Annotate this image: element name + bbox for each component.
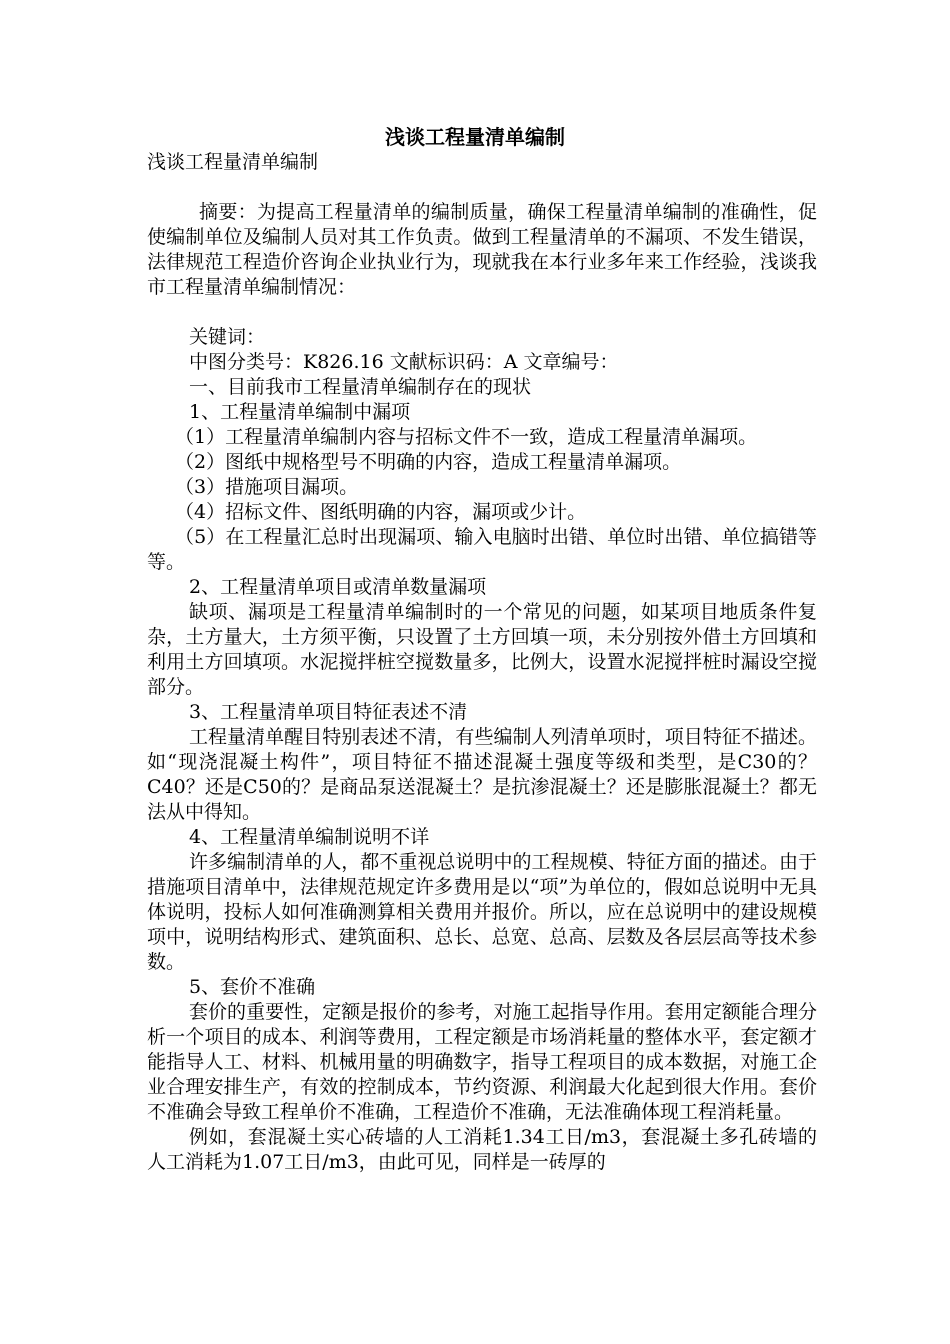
body-paragraph: 套价的重要性，定额是报价的参考，对施工起指导作用。套用定额能合理分析一个项目的成本、利润等费用，工程定额是市场消耗量的整体水平，套定额才能指导人工、材料、机械用量的明确数字，指导工程项目的成本数据，对施工企业合理安排生产，有效的控制成本，节约资源、利润最大化起到很大作用。套价不准确会导致工程单价不准确，工程造价不准确，无法准确体现工程消耗量。: [147, 1001, 817, 1123]
document-body: [147, 150, 817, 1175]
list-item: （1）工程量清单编制内容与招标文件不一致，造成工程量清单漏项。: [175, 426, 758, 448]
body-paragraph: 许多编制清单的人，都不重视总说明中的工程规模、特征方面的描述。由于措施项目清单中，法律规范规定许多费用是以“项”为单位的，假如总说明中无具体说明，投标人如何准确测算相关费用并报价。所以，应在总说明中的建设规模项中，说明结构形式、建筑面积、总长、总宽、总高、层数及各层层高等技术参数。: [147, 851, 817, 973]
list-item: （2）图纸中规格型号不明确的内容，造成工程量清单漏项。: [175, 451, 682, 473]
subsection-heading: 4、工程量清单编制说明不详: [189, 826, 430, 848]
body-paragraph: 缺项、漏项是工程量清单编制时的一个常见的问题，如某项目地质条件复杂，土方量大，土方须平衡，只设置了土方回填一项，未分别按外借土方回填和利用土方回填项。水泥搅拌桩空搅数量多，比例大，设置水泥搅拌桩时漏设空搅部分。: [147, 601, 817, 698]
list-item: （3）措施项目漏项。: [175, 476, 359, 498]
body-paragraph: 例如，套混凝土实心砖墙的人工消耗1.34工日/m3，套混凝土多孔砖墙的人工消耗为1.07工日/m3，由此可见，同样是一砖厚的: [147, 1126, 817, 1173]
document-subtitle: 浅谈工程量清单编制: [147, 151, 319, 173]
classification-line: 中图分类号：K826.16 文献标识码：A 文章编号：: [189, 351, 619, 373]
subsection-heading: 3、工程量清单项目特征表述不清: [189, 701, 468, 723]
abstract-paragraph: 摘要：为提高工程量清单的编制质量，确保工程量清单编制的准确性，促使编制单位及编制人员对其工作负责。做到工程量清单的不漏项、不发生错误，法律规范工程造价咨询企业执业行为，现就我在本行业多年来工作经验，浅谈我市工程量清单编制情况：: [147, 201, 817, 298]
subsection-heading: 5、套价不准确: [189, 976, 316, 998]
list-item: （5）在工程量汇总时出现漏项、输入电脑时出错、单位时出错、单位搞错等等。: [147, 526, 817, 573]
body-paragraph: 工程量清单醒目特别表述不清，有些编制人列清单项时，项目特征不描述。如“现浇混凝土构件”，项目特征不描述混凝土强度等级和类型，是C30的？C40？还是C50的？是商品泵送混凝土？是抗渗混凝土？还是膨胀混凝土？都无法从中得知。: [147, 726, 817, 823]
keywords-line: 关键词：: [189, 326, 266, 348]
subsection-heading: 1、工程量清单编制中漏项: [189, 401, 411, 423]
section-heading: 一、目前我市工程量清单编制存在的现状: [189, 376, 532, 398]
document-title: 浅谈工程量清单编制: [385, 125, 565, 149]
list-item: （4）招标文件、图纸明确的内容，漏项或少计。: [175, 501, 587, 523]
subsection-heading: 2、工程量清单项目或清单数量漏项: [189, 576, 487, 598]
